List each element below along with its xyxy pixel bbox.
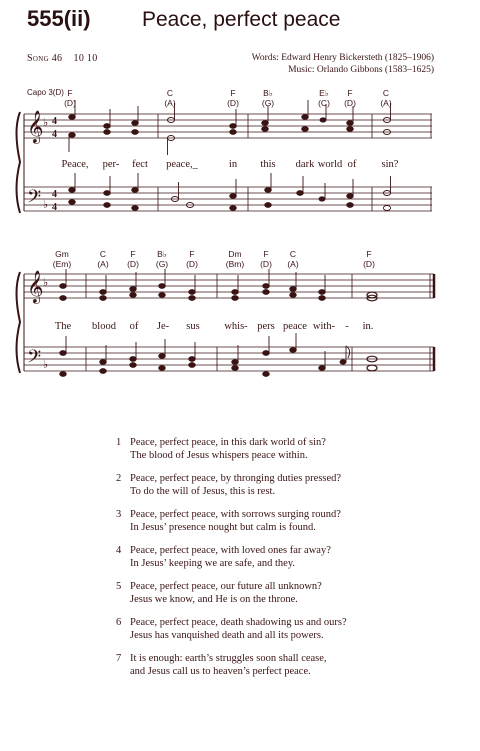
notes-bass-2 xyxy=(60,333,377,376)
lyric-syllable: peace xyxy=(283,321,307,332)
chord-symbol: F (D) xyxy=(344,88,356,108)
chord-symbol: C (A) xyxy=(287,249,299,269)
verse-line: Jesus has vanquished death and all its powers. xyxy=(130,630,324,641)
music-credit: Music: Orlando Gibbons (1583–1625) xyxy=(288,65,434,75)
chord-symbol: F (D) xyxy=(260,249,272,269)
verse-number: 6 xyxy=(116,617,122,628)
verse-line: Jesus we know, and He is on the throne. xyxy=(130,594,298,605)
lyric-syllable: dark xyxy=(295,159,315,170)
verse xyxy=(116,616,347,642)
verse-number: 3 xyxy=(116,509,122,520)
system-brace xyxy=(17,272,21,373)
lyric-syllable: sus xyxy=(186,321,200,332)
bass-clef-icon: 𝄢 xyxy=(27,187,42,212)
chord-symbol: E♭ (C) xyxy=(318,88,330,108)
notes-treble-1 xyxy=(69,100,391,155)
verse-line: In Jesus’ presence nought but calm is found. xyxy=(130,522,316,533)
time-signature: 4 xyxy=(52,202,57,213)
flat-icon: ♭ xyxy=(43,359,49,371)
lyric-syllable: in xyxy=(228,159,238,170)
hymn-number: 555(ii) xyxy=(27,6,91,31)
words-credit: Words: Edward Henry Bickersteth (1825–1906) xyxy=(251,53,434,63)
verse-line: and Jesus call us to heaven’s perfect peace. xyxy=(130,666,311,677)
chord-symbol: Gm (Em) xyxy=(52,249,72,269)
time-signature: 4 xyxy=(52,189,57,200)
lyric-syllable: whis- xyxy=(224,321,248,332)
time-signature: 4 xyxy=(52,129,57,140)
verse-number: 5 xyxy=(116,581,122,592)
staff-bass-1 xyxy=(24,187,432,211)
lyric-syllable: of xyxy=(129,321,139,332)
lyric-syllable: fect xyxy=(132,159,148,170)
lyric-syllable: pers xyxy=(257,321,275,332)
verse-number: 4 xyxy=(116,545,122,556)
chord-symbol: C (A) xyxy=(97,249,109,269)
verse-line: In Jesus’ keeping we are safe, and they. xyxy=(130,558,296,569)
chord-symbol: Dm (Bm) xyxy=(225,249,245,269)
verse-line: The blood of Jesus whispers peace within. xyxy=(130,450,308,461)
chord-symbol: C (A) xyxy=(380,88,392,108)
verse-number: 7 xyxy=(116,653,122,664)
lyric-syllable: blood xyxy=(92,321,116,332)
staff-treble-2 xyxy=(24,274,434,298)
tune-name: Song 46 xyxy=(27,53,63,64)
staff-treble-1 xyxy=(24,114,432,138)
verse xyxy=(116,508,347,534)
verse-line: Peace, perfect peace, in this dark world of sin? xyxy=(130,437,326,448)
staff-bass-2 xyxy=(24,347,434,371)
chord-symbol: B♭ (G) xyxy=(261,88,275,108)
chord-symbol: F (D) xyxy=(64,88,76,108)
verse-line: Peace, perfect peace, with loved ones far away? xyxy=(130,545,331,556)
flat-icon: ♭ xyxy=(43,117,49,129)
lyric-syllable: this xyxy=(260,159,276,170)
chord-symbol: F (D) xyxy=(227,88,239,108)
lyric-syllable: Peace, xyxy=(61,159,89,170)
chord-symbol: C (A) xyxy=(164,88,176,108)
verse-line: To do the will of Jesus, this is rest. xyxy=(130,486,276,497)
verse-number: 1 xyxy=(116,437,122,448)
time-signature: 4 xyxy=(52,116,57,127)
lyric-syllable: peace,_ xyxy=(166,159,198,170)
hymn-title: Peace, perfect peace xyxy=(142,8,341,31)
flat-icon: ♭ xyxy=(43,277,49,289)
verse-line: Peace, perfect peace, death shadowing us and ours? xyxy=(130,617,347,628)
lyric-syllable: The xyxy=(54,321,72,332)
chord-symbol: B♭ (G) xyxy=(155,249,169,269)
lyric-syllable: - xyxy=(345,321,349,332)
system-brace xyxy=(17,112,21,213)
bass-clef-icon: 𝄢 xyxy=(27,347,42,372)
lyric-syllable: of xyxy=(347,159,357,170)
chord-symbol: F (D) xyxy=(363,249,375,269)
verse-line: Peace, perfect peace, by thronging duties pressed? xyxy=(130,473,342,484)
chord-symbol: F (D) xyxy=(186,249,198,269)
treble-clef-icon: 𝄞 xyxy=(27,270,44,303)
verse xyxy=(116,652,347,678)
verse-number: 2 xyxy=(116,473,122,484)
chord-symbol: F (D) xyxy=(127,249,139,269)
lyric-syllable: with- xyxy=(312,321,336,332)
verse xyxy=(116,472,347,498)
lyric-syllable: Je- xyxy=(156,321,170,332)
tune-meter: 10 10 xyxy=(73,53,98,64)
verse-line: Peace, perfect peace, our future all unknown? xyxy=(130,581,322,592)
flat-icon: ♭ xyxy=(43,199,49,211)
lyric-syllable: sin? xyxy=(381,159,399,170)
capo-note: Capo 3(D) xyxy=(27,88,64,97)
verse xyxy=(116,544,347,570)
lyric-syllable: in. xyxy=(362,321,374,332)
verse xyxy=(116,580,347,606)
verse-line: It is enough: earth’s struggles soon shall cease, xyxy=(130,653,327,664)
treble-clef-icon: 𝄞 xyxy=(27,110,44,143)
verse-line: Peace, perfect peace, with sorrows surging round? xyxy=(130,509,341,520)
verse xyxy=(116,436,347,462)
verse-list xyxy=(116,436,347,688)
lyric-syllable: world xyxy=(317,159,343,170)
lyric-syllable: per- xyxy=(102,159,120,170)
